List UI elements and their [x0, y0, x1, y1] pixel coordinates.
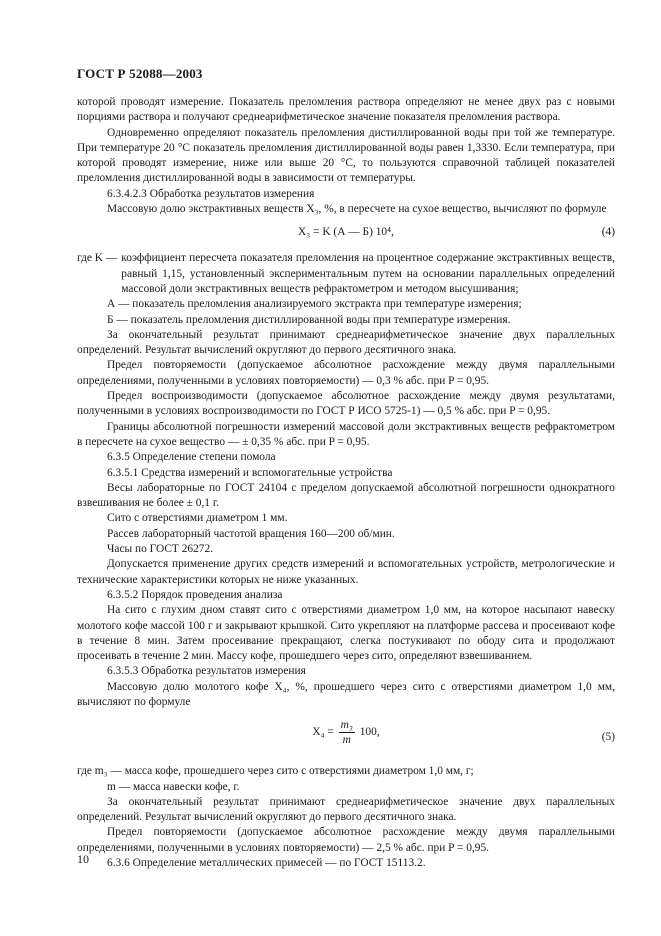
- definition-k: [77, 251, 615, 297]
- formula-left: X₄ =: [312, 726, 334, 739]
- document-header: ГОСТ Р 52088—2003: [77, 66, 203, 81]
- paragraph: Допускается применение других средств измерений и вспомогательных устройств, метрологические и технические характеристики которых не ниже указанных.: [77, 558, 615, 586]
- formula-right: 100,: [359, 726, 380, 739]
- definition-m: m — масса навески кофе, г.: [107, 780, 240, 793]
- formula-expression: X₃ = K (А — Б) 10⁴,: [298, 226, 394, 239]
- paragraph: За окончательный результат принимают среднеарифметическое значение двух параллельных определений. Результат вычислений округляют до первого десятичного знака.: [77, 328, 615, 357]
- definition-label: где K —: [77, 252, 118, 265]
- paragraph: которой проводят измерение. Показатель преломления раствора определяют не менее двух раз с новыми порциями раствора и получают среднеарифметическое значение показателя преломления раствора.: [77, 96, 615, 124]
- paragraph: Предел воспроизводимости (допускаемое абсолютное расхождение между двумя результатами, полученными в условиях воспроизводимости по ГОСТ Р ИСО 5725-1) — 0,5 % абс. при P = 0,95.: [77, 390, 615, 418]
- paragraph: За окончательный результат принимают среднеарифметическое значение двух параллельных определений. Результат вычислений округляют до первого десятичного знака.: [77, 795, 615, 824]
- paragraph: Массовую долю молотого кофе X₄, %, прошедшего через сито с отверстиями диаметром 1,0 мм, вычисляют по формуле: [77, 680, 615, 708]
- paragraph: Границы абсолютной погрешности измерений массовой доли экстрактивных веществ рефрактометром в пересчете на сухое вещество — ± 0,35 % абс. при P = 0,95.: [77, 420, 615, 448]
- formula-5: [77, 718, 615, 758]
- paragraph: Одновременно определяют показатель преломления дистиллированной воды при той же температуре. При температуре 20 °С показатель преломления дистиллированной воды равен 1,3330. Если температура, при которой проводят измерение, ниже или выше 20 °С, то пользуются справочной таблицей показателей преломления дистиллированной воды в зависимости от температуры.: [77, 126, 615, 185]
- section-heading: 6.3.4.2.3 Обработка результатов измерения: [107, 187, 315, 200]
- paragraph: Рассев лабораторный частотой вращения 160—200 об/мин.: [107, 527, 395, 540]
- paragraph: Сито с отверстиями диаметром 1 мм.: [107, 512, 288, 525]
- formula-number: (5): [601, 731, 615, 744]
- fraction-numerator: m₃: [340, 719, 353, 732]
- fraction-denominator: m: [342, 734, 351, 747]
- section-heading: 6.3.6 Определение металлических примесей — по ГОСТ 15113.2.: [107, 857, 426, 870]
- section-heading: 6.3.5.1 Средства измерений и вспомогательные устройства: [107, 466, 393, 479]
- paragraph: Весы лабораторные по ГОСТ 24104 с пределом допускаемой абсолютной погрешности однократного взвешивания не более ± 0,1 г.: [77, 481, 615, 510]
- definition-a: А — показатель преломления анализируемого экстракта при температуре измерения;: [107, 298, 522, 311]
- section-heading: 6.3.5 Определение степени помола: [107, 451, 276, 464]
- section-heading: 6.3.5.3 Обработка результатов измерения: [107, 665, 306, 678]
- paragraph: На сито с глухим дном ставят сито с отверстиями диаметром 1,0 мм, на которое насыпают навеску молотого кофе массой 100 г и закрывают крышкой. Сито укрепляют на платформе рассева и просеивают кофе в течение 8 мин. Затем просеивание прекращают, слегка постукивают по ободу сита и продолжают просеивать в течение 2 мин. Массу кофе, прошедшего через сито, определяют взвешиванием.: [77, 604, 615, 663]
- paragraph: Массовую долю экстрактивных веществ X₃, %, в пересчете на сухое вещество, вычисляют по формуле: [107, 203, 607, 216]
- formula-4: [77, 222, 615, 244]
- document-body: [77, 95, 615, 871]
- section-heading: 6.3.5.2 Порядок проведения анализа: [107, 588, 283, 601]
- formula-number: (4): [601, 226, 615, 239]
- formula-fraction: [339, 718, 355, 747]
- paragraph: Предел повторяемости (допускаемое абсолютное расхождение между двумя параллельными определениями, полученными в условиях повторяемости) — 0,3 % абс. при P = 0,95.: [77, 359, 615, 387]
- definition-list: [77, 297, 615, 328]
- page-number: 10: [77, 852, 89, 866]
- paragraph: Часы по ГОСТ 26272.: [107, 543, 214, 556]
- definition-text: коэффициент пересчета показателя преломления на процентное содержание экстрактивных веществ, равный 1,15, установленный экспериментальным путем на основании параллельных определений массовой доли экстрактивных веществ рефрактометром и методом высушивания;: [121, 252, 615, 295]
- formula-expression: [77, 718, 615, 747]
- definition-b: Б — показатель преломления дистиллированной воды при температуре измерения.: [107, 313, 511, 326]
- paragraph: Предел повторяемости (допускаемое абсолютное расхождение между двумя параллельными определениями, полученными в условиях повторяемости) — 2,5 % абс. при P = 0,95.: [77, 826, 615, 854]
- definition-m3: где m₃ — масса кофе, прошедшего через сито с отверстиями диаметром 1,0 мм, г;: [77, 765, 474, 778]
